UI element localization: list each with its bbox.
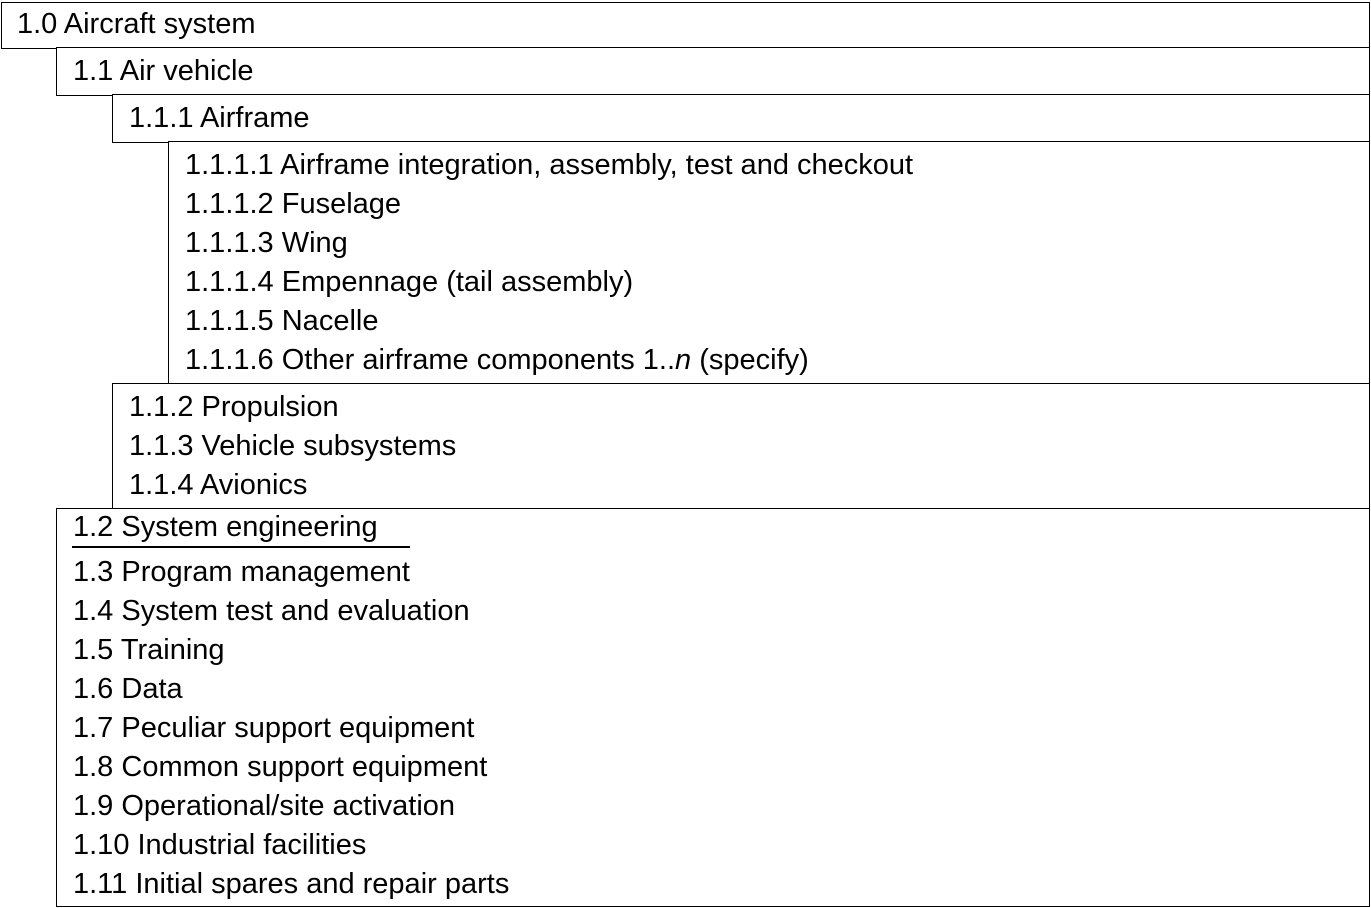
wbs-item-1-9: 1.9 Operational/site activation	[73, 790, 456, 822]
wbs-item-1-2: 1.2 System engineering	[73, 511, 378, 543]
wbs-item-1-7: 1.7 Peculiar support equipment	[73, 712, 475, 744]
wbs-item-1-10: 1.10 Industrial facilities	[73, 829, 367, 861]
wbs-item-1-11: 1.11 Initial spares and repair parts	[73, 868, 510, 900]
wbs-item-1-1-1-2: 1.1.1.2 Fuselage	[185, 188, 402, 220]
wbs-item-1-8: 1.8 Common support equipment	[73, 751, 488, 783]
wbs-airframe-components-list	[185, 146, 913, 380]
wbs-item-1-1-1-6-italic: n	[675, 344, 692, 376]
wbs-item-1-1-1-5: 1.1.1.5 Nacelle	[185, 305, 379, 337]
wbs-item-1-1-4: 1.1.4 Avionics	[129, 469, 308, 501]
wbs-item-1-1-1-6	[185, 341, 913, 380]
wbs-item-1-2-underline	[72, 546, 410, 548]
wbs-vehicle-subsystems-list	[129, 388, 456, 505]
wbs-aircraft-system-label: 1.0 Aircraft system	[17, 8, 256, 40]
wbs-item-1-4: 1.4 System test and evaluation	[73, 595, 470, 627]
wbs-item-1-1-1-1: 1.1.1.1 Airframe integration, assembly, test and checkout	[185, 149, 914, 181]
wbs-item-1-1-1-4: 1.1.1.4 Empennage (tail assembly)	[185, 266, 634, 298]
wbs-item-1-6: 1.6 Data	[73, 673, 183, 705]
wbs-system-elements-list	[73, 553, 509, 904]
wbs-item-1-1-3: 1.1.3 Vehicle subsystems	[129, 430, 457, 462]
wbs-item-1-3: 1.3 Program management	[73, 556, 410, 588]
wbs-item-1-5: 1.5 Training	[73, 634, 225, 666]
wbs-item-1-1-1-3: 1.1.1.3 Wing	[185, 227, 348, 259]
wbs-item-1-1-2: 1.1.2 Propulsion	[129, 391, 339, 423]
wbs-air-vehicle-label: 1.1 Air vehicle	[73, 55, 254, 87]
wbs-airframe-label: 1.1.1 Airframe	[129, 102, 310, 134]
wbs-item-1-1-1-6-prefix: 1.1.1.6 Other airframe components 1..	[185, 344, 676, 376]
wbs-item-1-1-1-6-suffix: (specify)	[691, 344, 809, 376]
